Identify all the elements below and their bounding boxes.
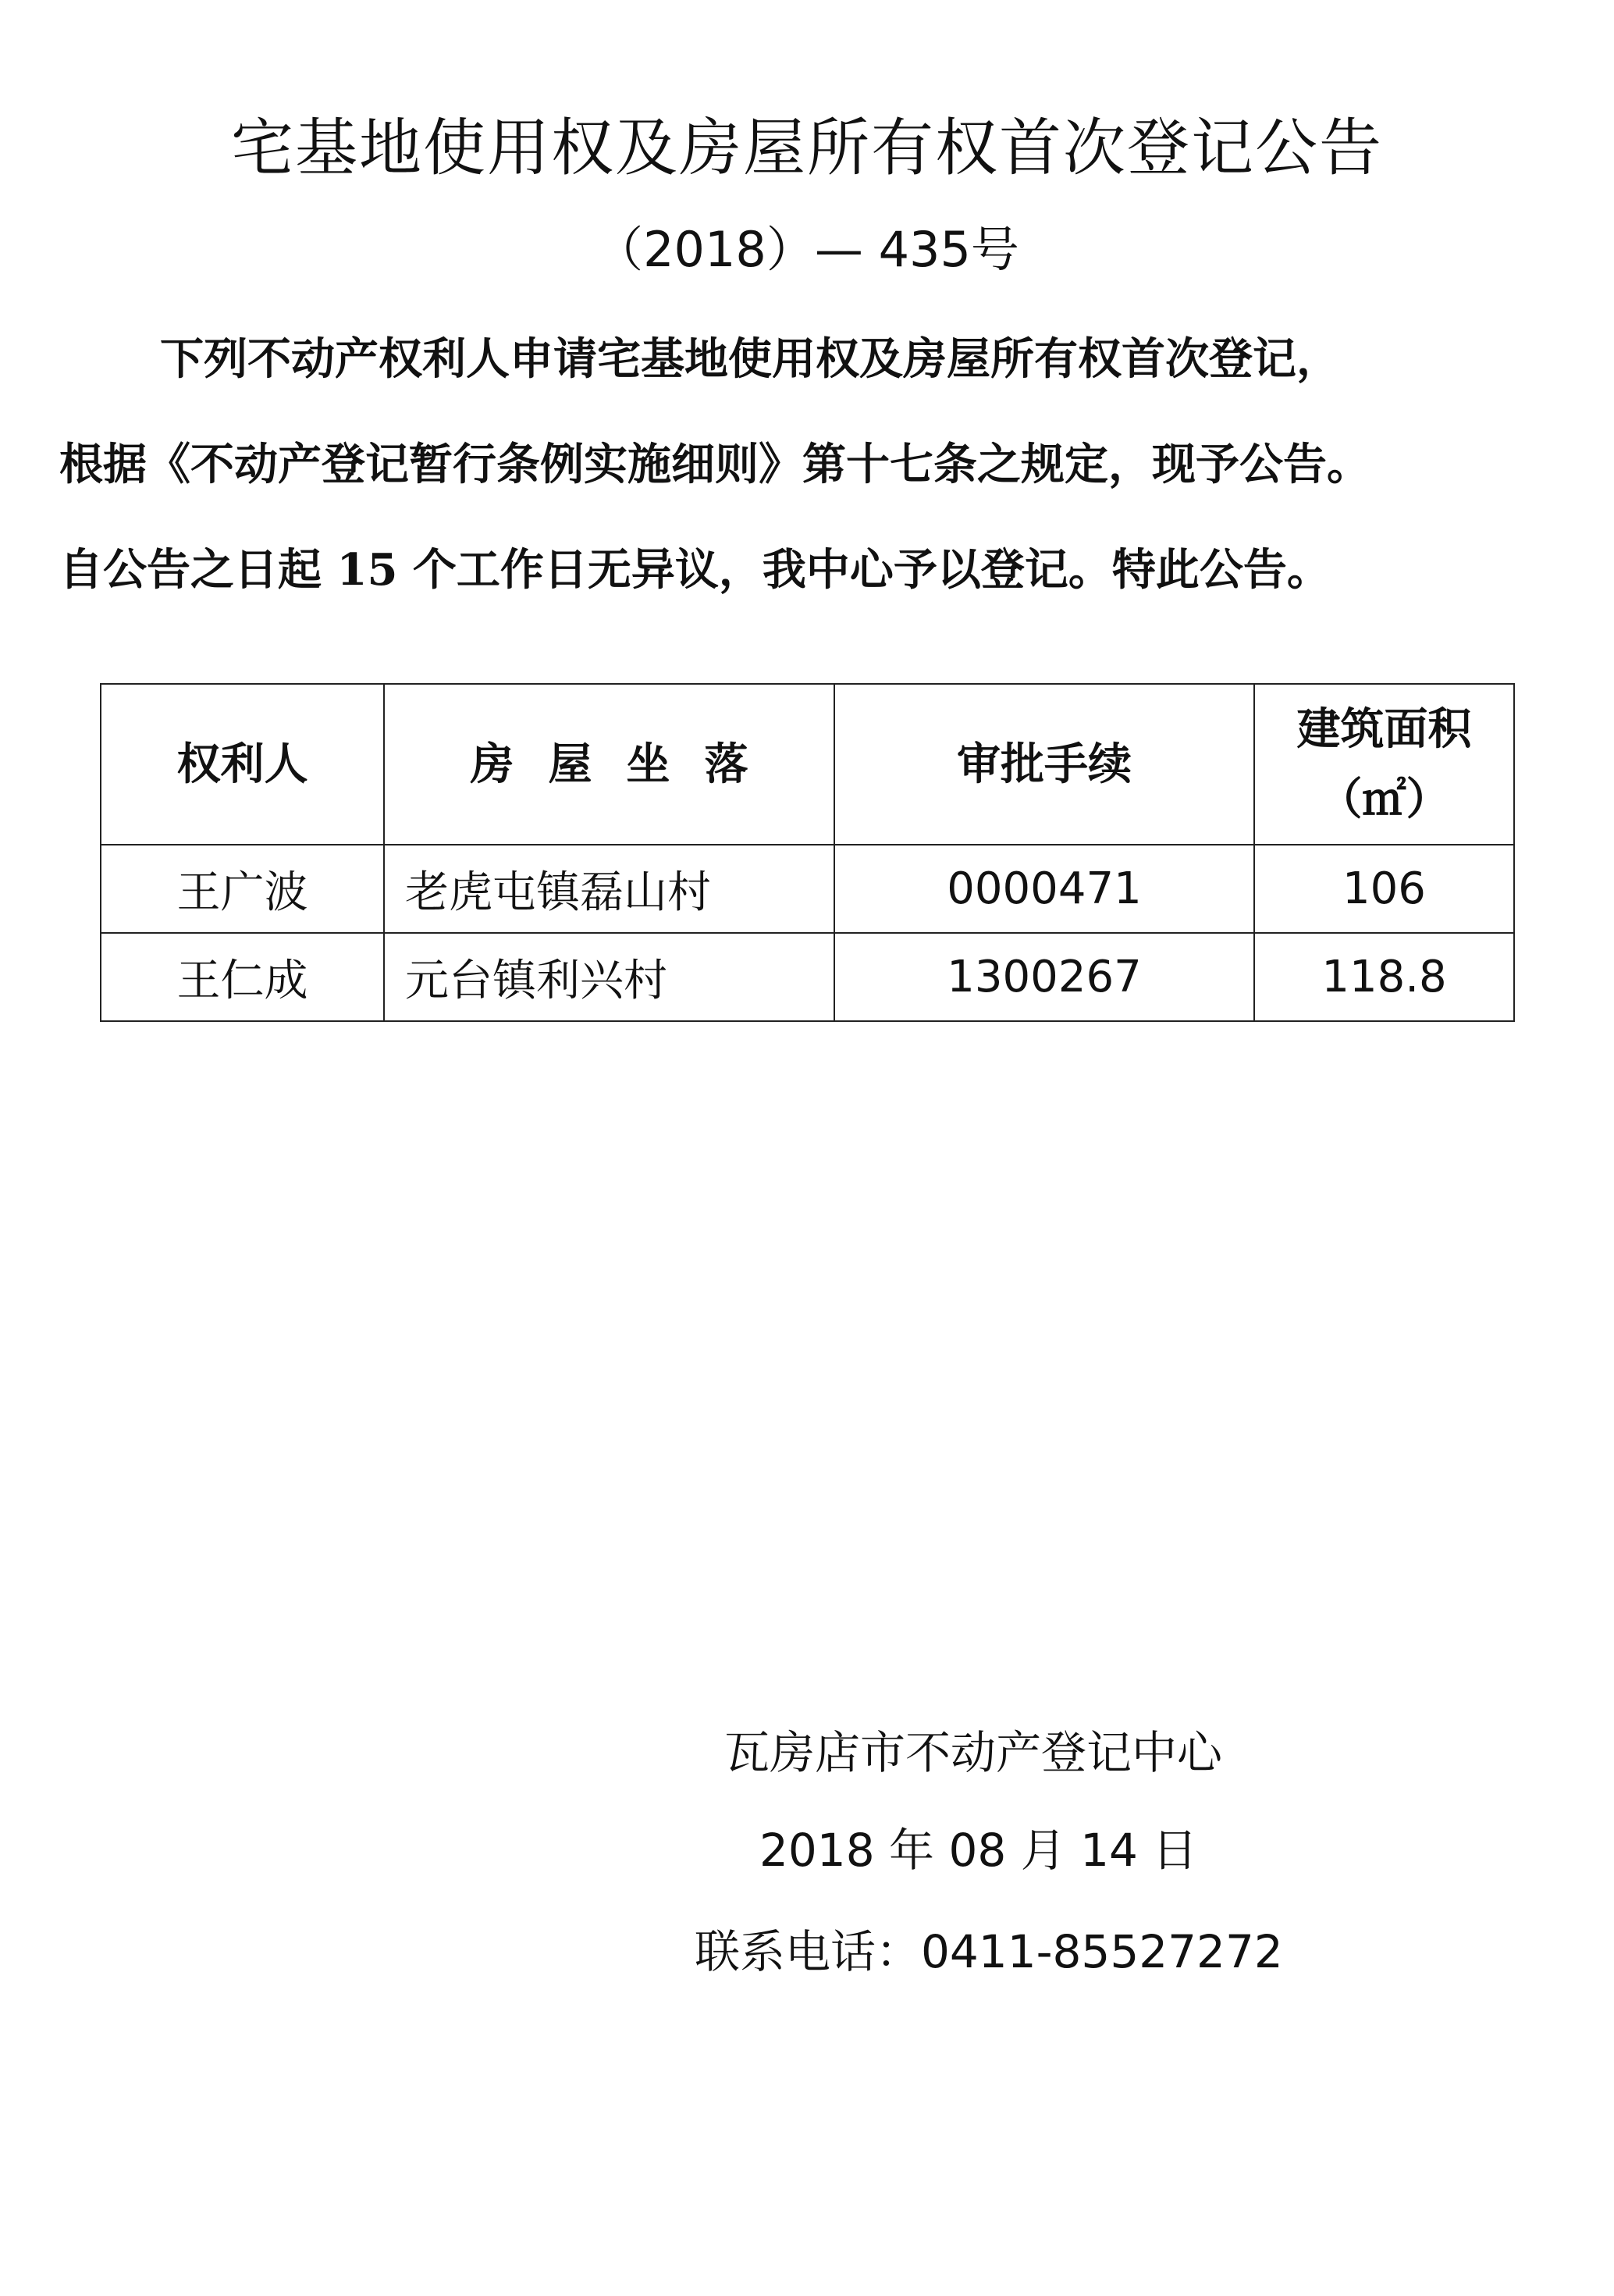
contact-phone: 联系电话：0411-85527272	[695, 1925, 1283, 1978]
table-row	[101, 933, 1514, 1021]
issue-date: 2018 年 08 月 14 日	[759, 1824, 1198, 1877]
cell-location: 元台镇利兴村	[384, 933, 834, 1021]
issuing-organization: 瓦房店市不动产登记中心	[724, 1726, 1223, 1779]
table-header-row	[101, 684, 1514, 845]
header-owner: 权利人	[101, 684, 384, 845]
header-area-unit: （㎡）	[1318, 774, 1450, 825]
cell-approval: 0000471	[834, 845, 1254, 933]
header-area-label: 建筑面积	[1296, 703, 1472, 755]
header-location	[384, 684, 834, 845]
cell-area: 106	[1254, 845, 1514, 933]
cell-approval: 1300267	[834, 933, 1254, 1021]
body-paragraph-line-1: 下列不动产权利人申请宅基地使用权及房屋所有权首次登记，	[160, 333, 1340, 385]
cell-location: 老虎屯镇磊山村	[384, 845, 834, 933]
body-paragraph-line-2: 根据《不动产登记暂行条例实施细则》第十七条之规定，现予公告。	[59, 439, 1370, 490]
notice-title: 宅基地使用权及房屋所有权首次登记公告	[231, 112, 1383, 184]
cell-owner: 王仁成	[101, 933, 384, 1021]
header-approval: 审批手续	[834, 684, 1254, 845]
body-paragraph-line-3: 自公告之日起 15 个工作日无异议，我中心予以登记。特此公告。	[59, 544, 1331, 596]
header-area	[1254, 684, 1514, 845]
cell-owner: 王广波	[101, 845, 384, 933]
document-number: （2018）— 435号	[595, 221, 1019, 278]
table-row	[101, 845, 1514, 933]
cell-area: 118.8	[1254, 933, 1514, 1021]
registration-table	[100, 683, 1515, 1022]
header-location-label: 房屋坐落	[470, 739, 783, 790]
